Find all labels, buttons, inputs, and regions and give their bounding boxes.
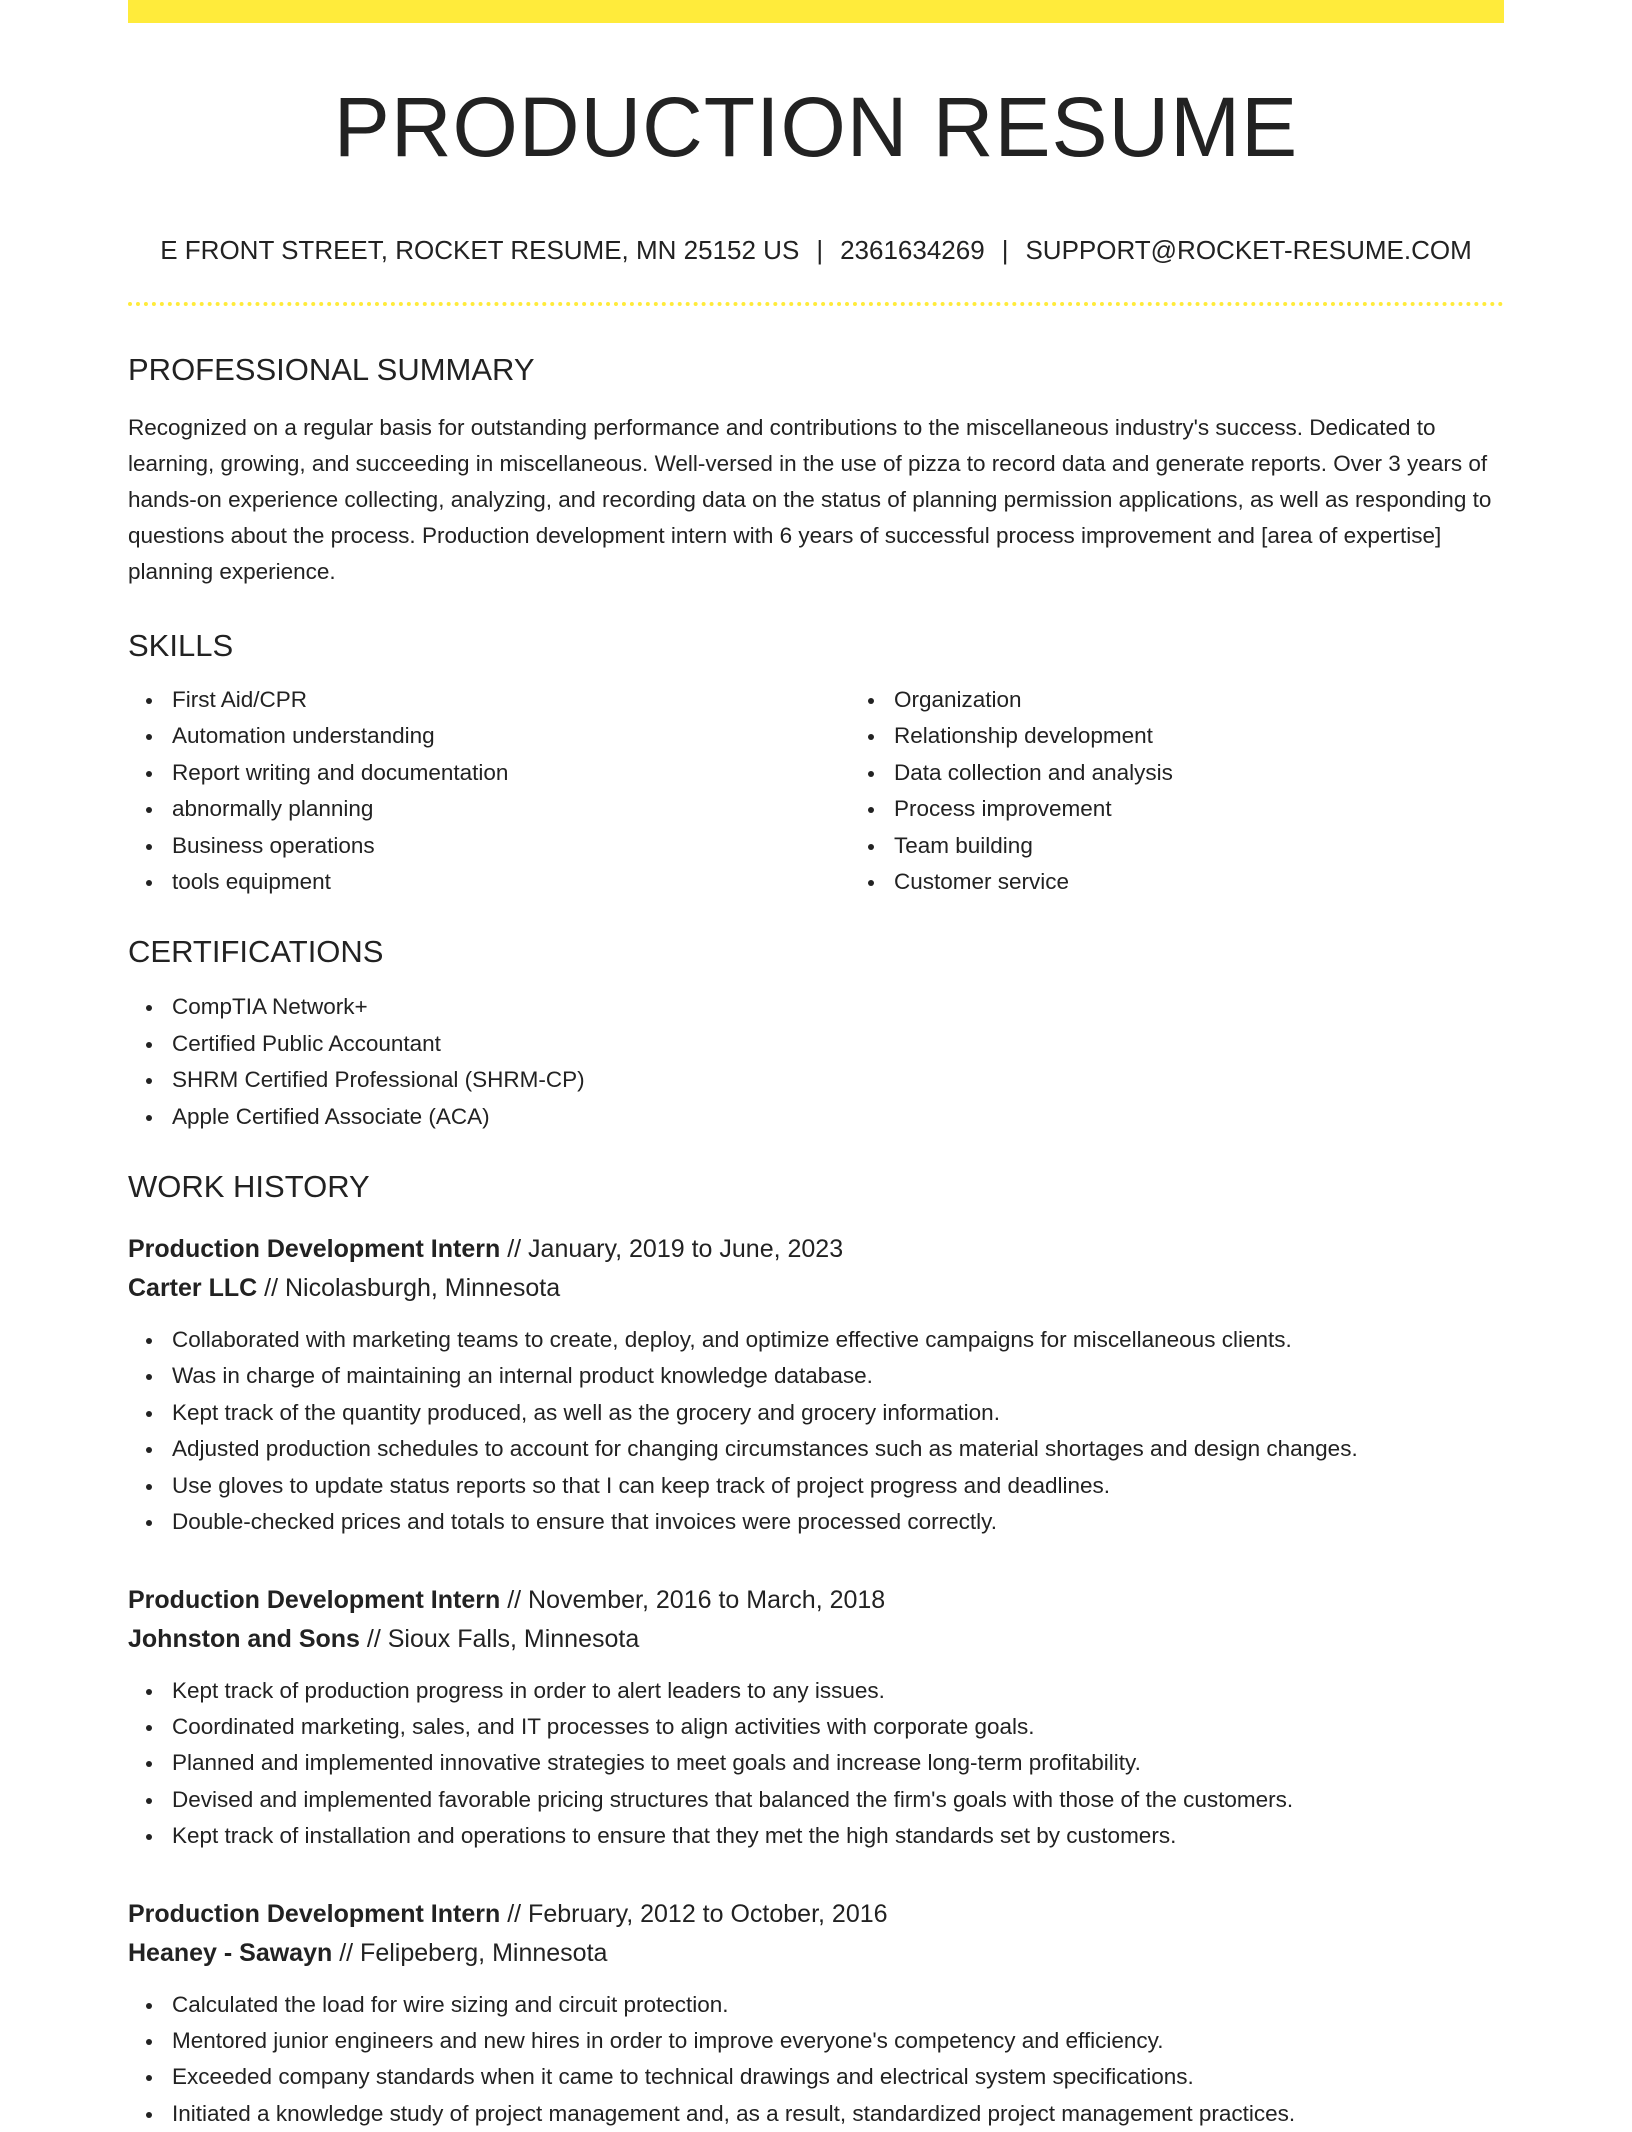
section-title-work-history: WORK HISTORY xyxy=(128,1169,370,1205)
job-bullet: Mentored junior engineers and new hires in order to improve everyone's competency and efficiency. xyxy=(172,2023,1504,2059)
resume-title: PRODUCTION RESUME xyxy=(333,80,1299,174)
job-location: // Nicolasburgh, Minnesota xyxy=(257,1274,561,1303)
skill-item: Organization xyxy=(894,682,1572,718)
resume-page xyxy=(128,0,1504,2132)
job-dates: // February, 2012 to October, 2016 xyxy=(500,1899,888,1928)
certifications-list xyxy=(128,989,1504,1135)
job-company-line xyxy=(128,1620,1504,1659)
skill-item: Process improvement xyxy=(894,791,1572,827)
job-entry xyxy=(128,1581,1504,1855)
certification-item: Apple Certified Associate (ACA) xyxy=(172,1099,1504,1135)
contact-email: SUPPORT@ROCKET-RESUME.COM xyxy=(1025,235,1472,265)
certification-item: Certified Public Accountant xyxy=(172,1026,1504,1062)
job-bullet: Initiated a knowledge study of project management and, as a result, standardized project management practices. xyxy=(172,2096,1504,2132)
skill-item: Business operations xyxy=(172,828,850,864)
job-bullet: Planned and implemented innovative strategies to meet goals and increase long-term profitability. xyxy=(172,1745,1504,1781)
section-title-skills: SKILLS xyxy=(128,628,234,663)
job-dates: // January, 2019 to June, 2023 xyxy=(500,1235,844,1264)
job-bullet: Devised and implemented favorable pricing structures that balanced the firm's goals with those of the customers. xyxy=(172,1782,1504,1818)
job-bullet: Kept track of the quantity produced, as well as the grocery and grocery information. xyxy=(172,1395,1504,1431)
job-company-line xyxy=(128,1269,1504,1308)
skills-list-left xyxy=(128,682,850,900)
job-bullets xyxy=(128,1987,1504,2132)
skill-item: tools equipment xyxy=(172,864,850,900)
skill-item: First Aid/CPR xyxy=(172,682,850,718)
skill-item: Customer service xyxy=(894,864,1572,900)
job-bullet: Kept track of production progress in order to alert leaders to any issues. xyxy=(172,1673,1504,1709)
contact-separator: | xyxy=(1001,235,1009,265)
job-company: Carter LLC xyxy=(128,1274,258,1303)
job-bullet: Was in charge of maintaining an internal product knowledge database. xyxy=(172,1358,1504,1394)
skill-item: Relationship development xyxy=(894,718,1572,754)
contact-separator: | xyxy=(816,235,824,265)
job-role-line xyxy=(128,1230,1504,1269)
job-bullet: Exceeded company standards when it came to technical drawings and electrical system specifications. xyxy=(172,2059,1504,2095)
job-bullet: Use gloves to update status reports so that I can keep track of project progress and deadlines. xyxy=(172,1468,1504,1504)
skill-item: Team building xyxy=(894,828,1572,864)
job-bullet: Coordinated marketing, sales, and IT processes to align activities with corporate goals. xyxy=(172,1709,1504,1745)
certification-item: CompTIA Network+ xyxy=(172,989,1504,1025)
job-bullet: Double-checked prices and totals to ensure that invoices were processed correctly. xyxy=(172,1504,1504,1540)
skill-item: Data collection and analysis xyxy=(894,755,1572,791)
job-role: Production Development Intern xyxy=(128,1235,501,1264)
job-bullet: Kept track of installation and operations to ensure that they met the high standards set by customers. xyxy=(172,1818,1504,1854)
job-bullet: Collaborated with marketing teams to create, deploy, and optimize effective campaigns for miscellaneous clients. xyxy=(172,1322,1504,1358)
summary-text: Recognized on a regular basis for outstanding performance and contributions to the miscellaneous industry's success. Dedicated to learning, growing, and succeeding in miscellaneous. Well-versed in the use of pizza to record data and generate reports. Over 3 years of hands-on experience collecting, analyzing, and recording data on the status of planning permission applications, as well as responding to questions about the process. Production development intern with 6 years of successful process improvement and [area of expertise] planning experience. xyxy=(128,415,1492,584)
certification-item: SHRM Certified Professional (SHRM-CP) xyxy=(172,1062,1504,1098)
job-company-line xyxy=(128,1934,1504,1973)
job-role: Production Development Intern xyxy=(128,1899,501,1928)
dotted-divider xyxy=(128,302,1504,306)
accent-top-bar xyxy=(128,0,1504,23)
skills-columns xyxy=(128,682,1504,900)
job-bullets xyxy=(128,1673,1504,1855)
job-bullets xyxy=(128,1322,1504,1540)
contact-address: E FRONT STREET, ROCKET RESUME, MN 25152 US xyxy=(160,235,800,265)
job-entry xyxy=(128,1895,1504,2132)
contact-phone: 2361634269 xyxy=(840,235,985,265)
skill-item: abnormally planning xyxy=(172,791,850,827)
skill-item: Report writing and documentation xyxy=(172,755,850,791)
job-location: // Felipeberg, Minnesota xyxy=(332,1938,608,1967)
job-role: Production Development Intern xyxy=(128,1585,501,1614)
skills-list-right xyxy=(850,682,1572,900)
section-title-summary: PROFESSIONAL SUMMARY xyxy=(128,352,535,387)
job-role-line xyxy=(128,1581,1504,1620)
job-company: Heaney - Sawayn xyxy=(128,1938,333,1967)
job-entry xyxy=(128,1230,1504,1540)
job-location: // Sioux Falls, Minnesota xyxy=(359,1624,640,1653)
section-title-certifications: CERTIFICATIONS xyxy=(128,934,384,970)
job-bullet: Calculated the load for wire sizing and circuit protection. xyxy=(172,1987,1504,2023)
job-bullet: Adjusted production schedules to account for changing circumstances such as material shortages and design changes. xyxy=(172,1431,1504,1467)
job-role-line xyxy=(128,1895,1504,1934)
contact-line xyxy=(128,237,1504,263)
job-company: Johnston and Sons xyxy=(128,1624,360,1653)
job-dates: // November, 2016 to March, 2018 xyxy=(500,1585,886,1614)
skill-item: Automation understanding xyxy=(172,718,850,754)
